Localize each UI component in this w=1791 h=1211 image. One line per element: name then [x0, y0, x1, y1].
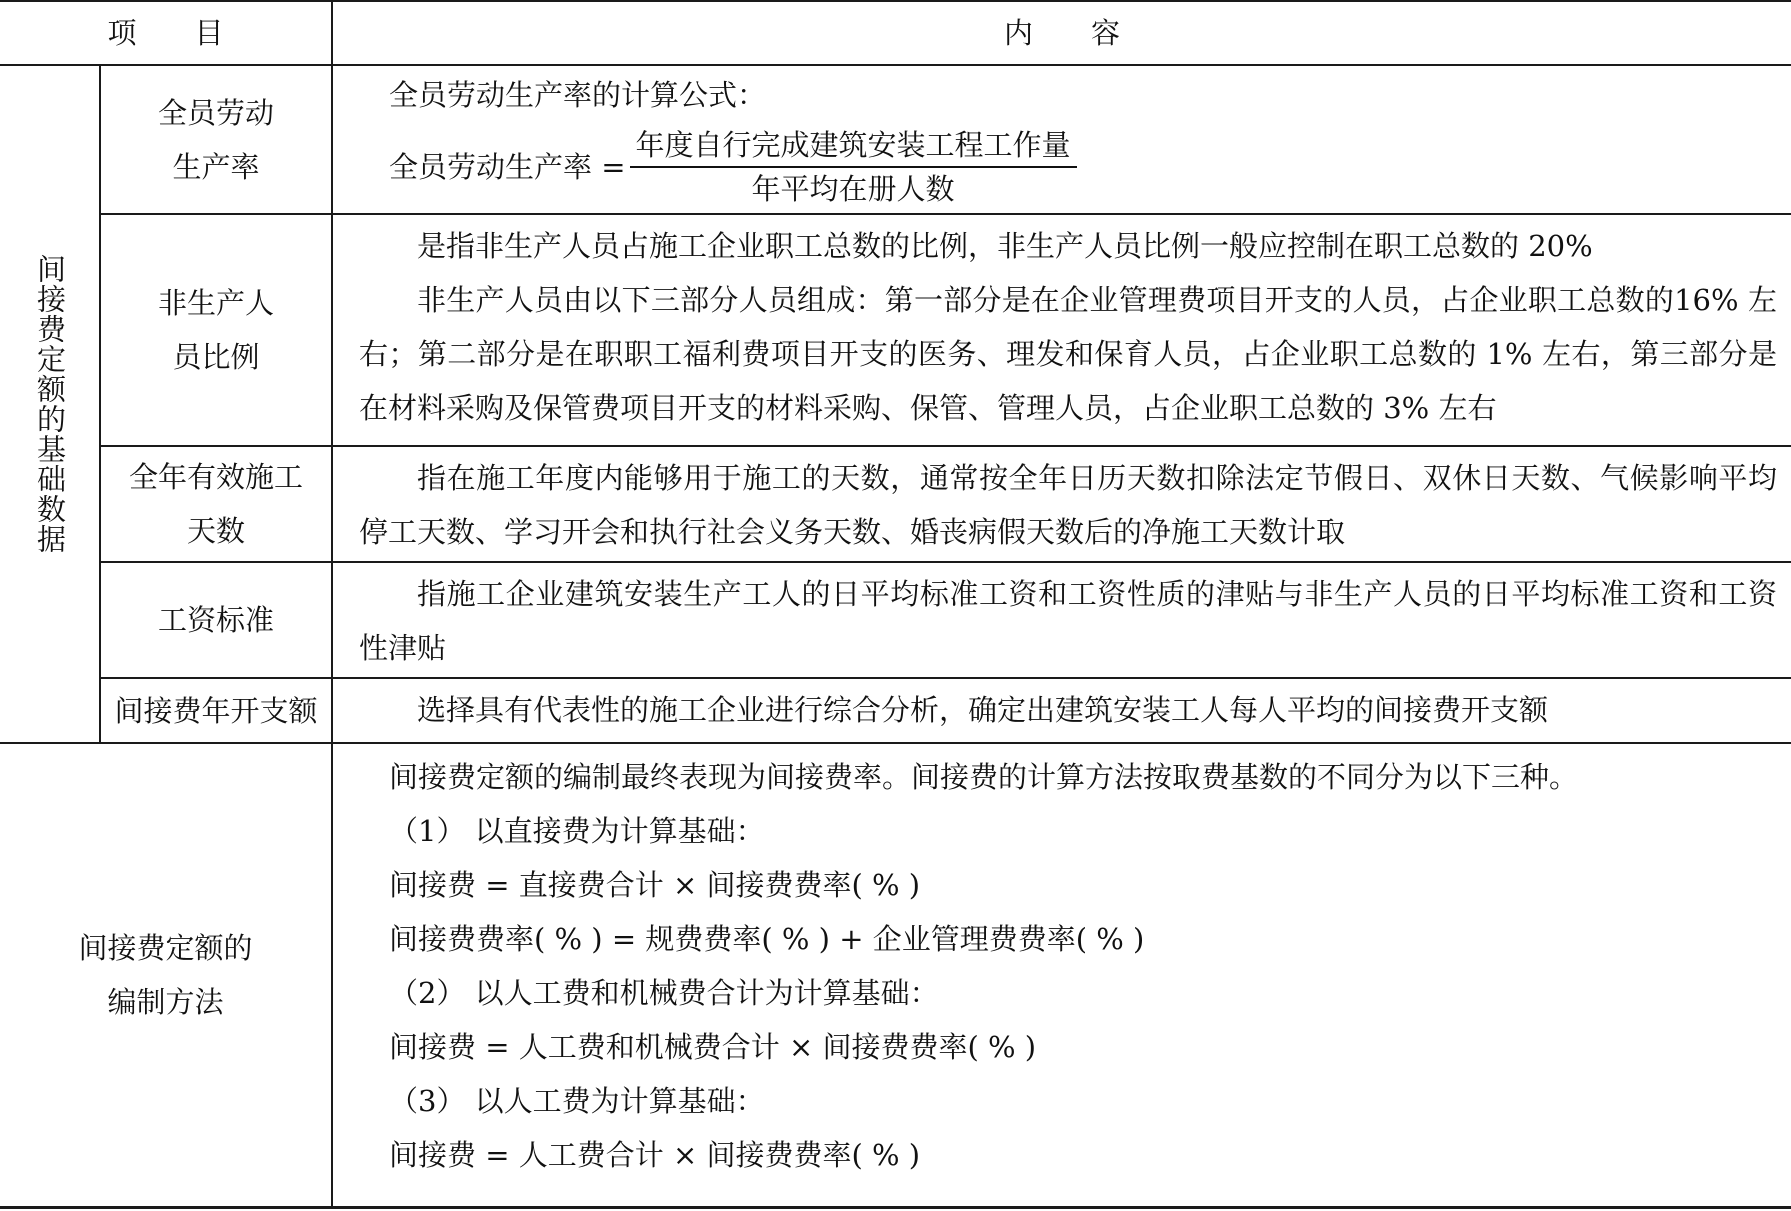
row-content-cell [333, 66, 1791, 213]
content-paragraph: 是指非生产人员占施工企业职工总数的比例，非生产人员比例一般应控制在职工总数的 20% [417, 229, 1593, 263]
row-label-line: 生产率 [172, 149, 260, 184]
row-label-cell [101, 679, 331, 742]
row-content-cell [333, 447, 1791, 561]
header-item-label: 项 目 [107, 16, 224, 50]
table-bottom-rule [0, 1206, 1791, 1209]
row-content-cell [333, 563, 1791, 677]
row-label-line: 员比例 [172, 340, 260, 374]
header-cell-item [0, 2, 331, 64]
method-label-line: 间接费定额的 [78, 931, 253, 965]
method-content-cell [333, 744, 1791, 1206]
header-content-label: 内 容 [1003, 16, 1120, 50]
group-label: 间接费定额的基础数据 [33, 254, 67, 554]
formula-fraction [630, 126, 1077, 208]
method-line: 间接费定额的编制最终表现为间接费率。间接费的计算方法按取费基数的不同分为以下三种。 [389, 760, 1579, 794]
formula-lhs: 全员劳动生产率 = [389, 150, 626, 184]
method-label-cell [0, 744, 331, 1206]
method-line: 间接费 = 人工费和机械费合计 × 间接费费率( % ) [389, 1030, 1037, 1064]
row-label-line: 天数 [186, 514, 245, 548]
method-label-line: 编制方法 [107, 985, 224, 1019]
content-paragraph: 非生产人员由以下三部分人员组成：第一部分是在企业管理费项目开支的人员，占企业职工总数的16% 左右；第二部分是在职职工福利费项目开支的医务、理发和保育人员，占企业职工总数的 1% 左右，第三部分是在材料采购及保管费项目开支的材料采购、保管、管理人员，占企业职工总数的 3% 左右 [359, 283, 1777, 425]
row-content-cell [333, 679, 1791, 742]
formula-numerator: 年度自行完成建筑安装工程工作量 [630, 126, 1077, 168]
row-label-line: 非生产人 [157, 286, 274, 320]
row-label-line: 全员劳动 [157, 95, 274, 130]
row-label-cell [101, 447, 331, 561]
header-cell-content [333, 2, 1791, 64]
row-content-cell [333, 215, 1791, 445]
formula [359, 126, 1777, 208]
group-label-cell [0, 66, 100, 742]
formula-denominator: 年平均在册人数 [751, 172, 955, 206]
row-label-line: 全年有效施工 [128, 460, 303, 494]
row-label-cell [101, 563, 331, 677]
row-label-cell [101, 66, 331, 213]
content-paragraph: 选择具有代表性的施工企业进行综合分析，确定出建筑安装工人每人平均的间接费开支额 [417, 693, 1549, 727]
method-line: 间接费 = 人工费合计 × 间接费费率( % ) [389, 1138, 921, 1172]
content-paragraph: 指在施工年度内能够用于施工的天数，通常按全年日历天数扣除法定节假日、双休日天数、气候影响平均停工天数、学习开会和执行社会义务天数、婚丧病假天数后的净施工天数计取 [359, 461, 1777, 549]
method-line: （2） 以人工费和机械费合计为计算基础： [389, 976, 939, 1010]
method-line: 间接费 = 直接费合计 × 间接费费率( % ) [389, 868, 921, 902]
method-line: （3） 以人工费为计算基础： [389, 1084, 765, 1118]
method-line: 间接费费率( % ) = 规费费率( % ) + 企业管理费费率( % ) [389, 922, 1145, 956]
formula-intro: 全员劳动生产率的计算公式： [389, 78, 767, 112]
row-label-line: 间接费年开支额 [114, 693, 318, 728]
content-paragraph: 指施工企业建筑安装生产工人的日平均标准工资和工资性质的津贴与非生产人员的日平均标准工资和工资性津贴 [359, 577, 1777, 665]
row-label-cell [101, 215, 331, 445]
method-line: （1） 以直接费为计算基础： [389, 814, 765, 848]
row-label-line: 工资标准 [157, 603, 274, 637]
